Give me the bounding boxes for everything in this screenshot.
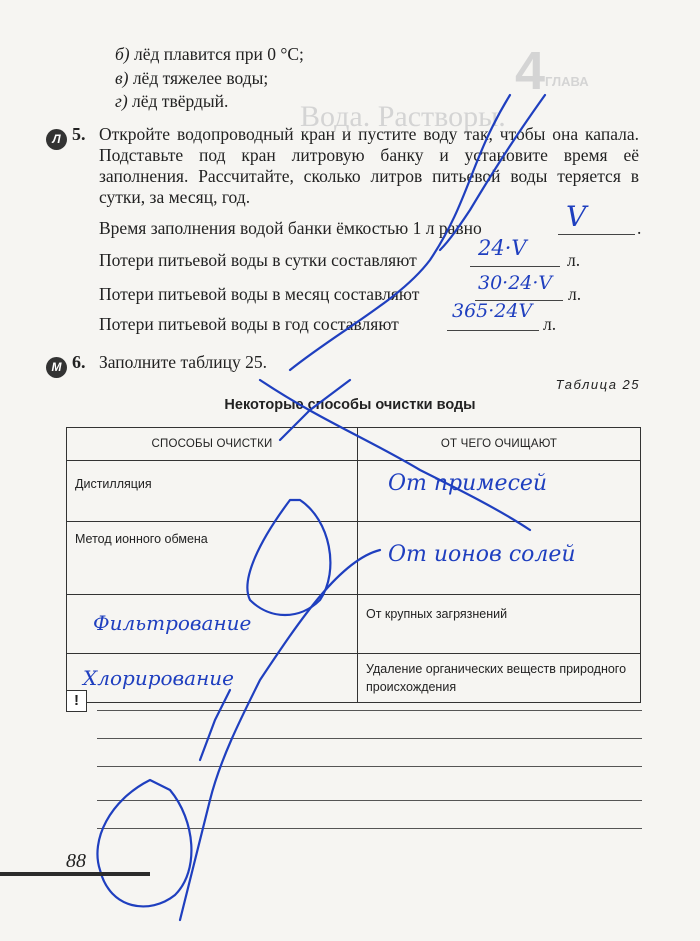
from-large-contaminants: От крупных загрязнений [366,607,508,621]
ink-stroke [280,380,350,440]
option-b-text: лёд плавится при 0 °С; [134,44,304,64]
table-title: Некоторые способы очистки воды [224,397,476,413]
table-header-from: ОТ ЧЕГО ОЧИЩАЮТ [358,428,641,461]
answer-filtration: Фильтрование [93,611,252,635]
task6-text: Заполните таблицу 25. [99,352,268,372]
task5-unit-day: л. [567,250,581,270]
answer-distillation: От примесей [388,471,548,496]
answer-chlorination: Хлорирование [83,666,234,690]
ink-stroke [440,95,545,250]
option-v-text: лёд тяжелее воды; [132,68,269,88]
ink-stroke [260,380,530,530]
option-b-letter: б) [115,44,130,64]
task5-text: Откройте водопроводный кран и пустите воду так, чтобы она капала. Подставьте под кран литровую банку и установите время её заполнения. Рассчитайте, сколько литров питьевой воды теряется в сутки, за месяц, год. [99,124,639,207]
page-number: 88 [66,850,86,872]
ink-stroke [200,690,230,760]
task5-unit-year: л. [543,314,557,334]
table-caption: Таблица 25 [555,377,640,392]
method-ion-exchange: Метод ионного обмена [75,532,208,546]
task5-number: 5. [72,124,86,144]
task5-answer-day: 24·V [478,236,527,260]
task5-unit-month: л. [568,284,582,304]
task5-badge-icon: Л [46,129,67,150]
task5-line-fill-time: Время заполнения водой банки ёмкостью 1 л равно [99,218,482,238]
ghost-chapter-label: ГЛАВА [545,74,589,89]
ink-stroke [290,95,510,370]
ink-loop [97,780,191,906]
ghost-heading: Вода. Растворы. [300,100,506,133]
task5-answer-fill-time: V [566,200,587,233]
from-organic: Удаление органических веществ природного происхождения [366,662,627,694]
option-v-letter: в) [115,68,129,88]
task5-line-day: Потери питьевой воды в сутки составляют [99,250,417,270]
option-g-text: лёд твёрдый. [132,91,229,111]
task5-end-fill-time: . [637,218,642,238]
option-g-letter: г) [115,91,128,111]
task6-badge-icon: М [46,357,67,378]
task6-number: 6. [72,352,86,372]
task5-answer-year: 365·24V [452,300,533,322]
warning-icon: ! [66,690,87,712]
table-header-methods: СПОСОБЫ ОЧИСТКИ [67,428,358,461]
task5-line-year: Потери питьевой воды в год составляют [99,314,399,334]
answer-ion-exchange: От ионов солей [388,542,576,567]
task5-line-month: Потери питьевой воды в месяц составляют [99,284,420,304]
task5-answer-month: 30·24·V [478,272,553,294]
footer-bar [0,872,150,876]
method-distillation: Дистилляция [75,477,152,491]
ghost-chapter-number: 4 [515,41,546,101]
